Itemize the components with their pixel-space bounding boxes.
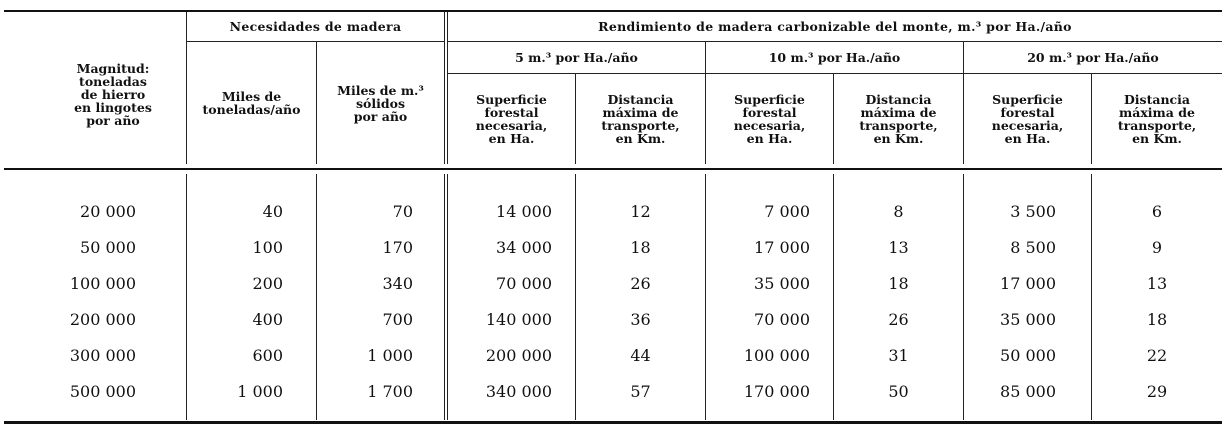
cell-d5: 36	[630, 310, 651, 329]
cell-d10: 13	[888, 238, 909, 257]
cell-d20: 18	[1146, 310, 1168, 329]
cell-tons: 400	[252, 310, 283, 329]
cell-tons: 40	[262, 202, 283, 221]
cell-a5: 34 000	[496, 238, 552, 257]
cell-m3: 170	[382, 238, 413, 257]
cell-m3: 1 700	[367, 382, 413, 401]
table-row	[0, 380, 1226, 404]
cell-iron: 500 000	[69, 382, 136, 401]
cell-a10: 7 000	[764, 202, 810, 221]
cell-d5: 18	[630, 238, 651, 257]
table-row	[0, 236, 1226, 260]
cell-a10: 170 000	[743, 382, 810, 401]
cell-d5: 12	[630, 202, 651, 221]
cell-a20: 17 000	[1000, 274, 1056, 293]
cell-d5: 44	[630, 346, 651, 365]
cell-a20: 35 000	[1000, 310, 1056, 329]
header-yield-20: 20 m.³ por Ha./año	[1027, 50, 1159, 65]
header-area-20: Superficie forestal necesaria, en Ha.	[991, 92, 1064, 146]
cell-a10: 35 000	[754, 274, 810, 293]
cell-a20: 8 500	[1010, 238, 1056, 257]
cell-d10: 18	[888, 274, 909, 293]
cell-a10: 70 000	[754, 310, 810, 329]
col-divider-double	[444, 12, 445, 164]
cell-tons: 200	[252, 274, 283, 293]
header-dist-20: Distancia máxima de transporte, en Km.	[1117, 92, 1197, 146]
header-magnitude: Magnitud: toneladas de hierro en lingotes por año	[74, 60, 152, 128]
cell-a5: 14 000	[496, 202, 552, 221]
table-row	[0, 272, 1226, 296]
cell-m3: 70	[392, 202, 413, 221]
header-thousand-m3: Miles de m.³ sólidos por año	[337, 82, 424, 124]
table-row	[0, 308, 1226, 332]
cell-a20: 85 000	[1000, 382, 1056, 401]
cell-d10: 26	[888, 310, 909, 329]
header-dist-10: Distancia máxima de transporte, en Km.	[859, 92, 938, 146]
header-yield-5: 5 m.³ por Ha./año	[515, 50, 638, 65]
cell-d10: 31	[888, 346, 909, 365]
cell-d20: 22	[1146, 346, 1168, 365]
cell-d20: 9	[1151, 238, 1163, 257]
cell-d20: 6	[1151, 202, 1163, 221]
cell-d10: 8	[893, 202, 904, 221]
cell-a10: 100 000	[743, 346, 810, 365]
cell-m3: 700	[382, 310, 413, 329]
cell-a5: 200 000	[485, 346, 552, 365]
cell-tons: 600	[252, 346, 283, 365]
header-area-10: Superficie forestal necesaria, en Ha.	[733, 92, 806, 146]
cell-iron: 100 000	[69, 274, 136, 293]
cell-a5: 70 000	[496, 274, 552, 293]
cell-a5: 140 000	[485, 310, 552, 329]
cell-a5: 340 000	[485, 382, 552, 401]
table-row	[0, 200, 1226, 224]
table-row	[0, 344, 1226, 368]
cell-d20: 13	[1146, 274, 1168, 293]
cell-iron: 200 000	[69, 310, 136, 329]
cell-d5: 57	[630, 382, 651, 401]
header-yield-10: 10 m.³ por Ha./año	[768, 50, 901, 65]
cell-iron: 300 000	[69, 346, 136, 365]
cell-a10: 17 000	[754, 238, 810, 257]
cell-d5: 26	[630, 274, 651, 293]
cell-iron: 20 000	[80, 202, 136, 221]
cell-m3: 1 000	[367, 346, 413, 365]
cell-d10: 50	[888, 382, 909, 401]
header-area-5: Superficie forestal necesaria, en Ha.	[475, 92, 548, 146]
header-yield: Rendimiento de madera carbonizable del monte, m.³ por Ha./año	[598, 18, 1072, 34]
cell-iron: 50 000	[80, 238, 136, 257]
cell-tons: 1 000	[237, 382, 283, 401]
header-dist-5: Distancia máxima de transporte, en Km.	[601, 92, 680, 146]
cell-tons: 100	[252, 238, 283, 257]
header-wood-needs: Necesidades de madera	[229, 18, 402, 34]
cell-a20: 50 000	[1000, 346, 1056, 365]
cell-m3: 340	[382, 274, 413, 293]
cell-a20: 3 500	[1010, 202, 1056, 221]
header-bottom-rule	[4, 168, 1222, 170]
header-thousand-tons: Miles de toneladas/año	[202, 89, 301, 117]
bottom-rule	[4, 421, 1222, 424]
cell-d20: 29	[1146, 382, 1168, 401]
